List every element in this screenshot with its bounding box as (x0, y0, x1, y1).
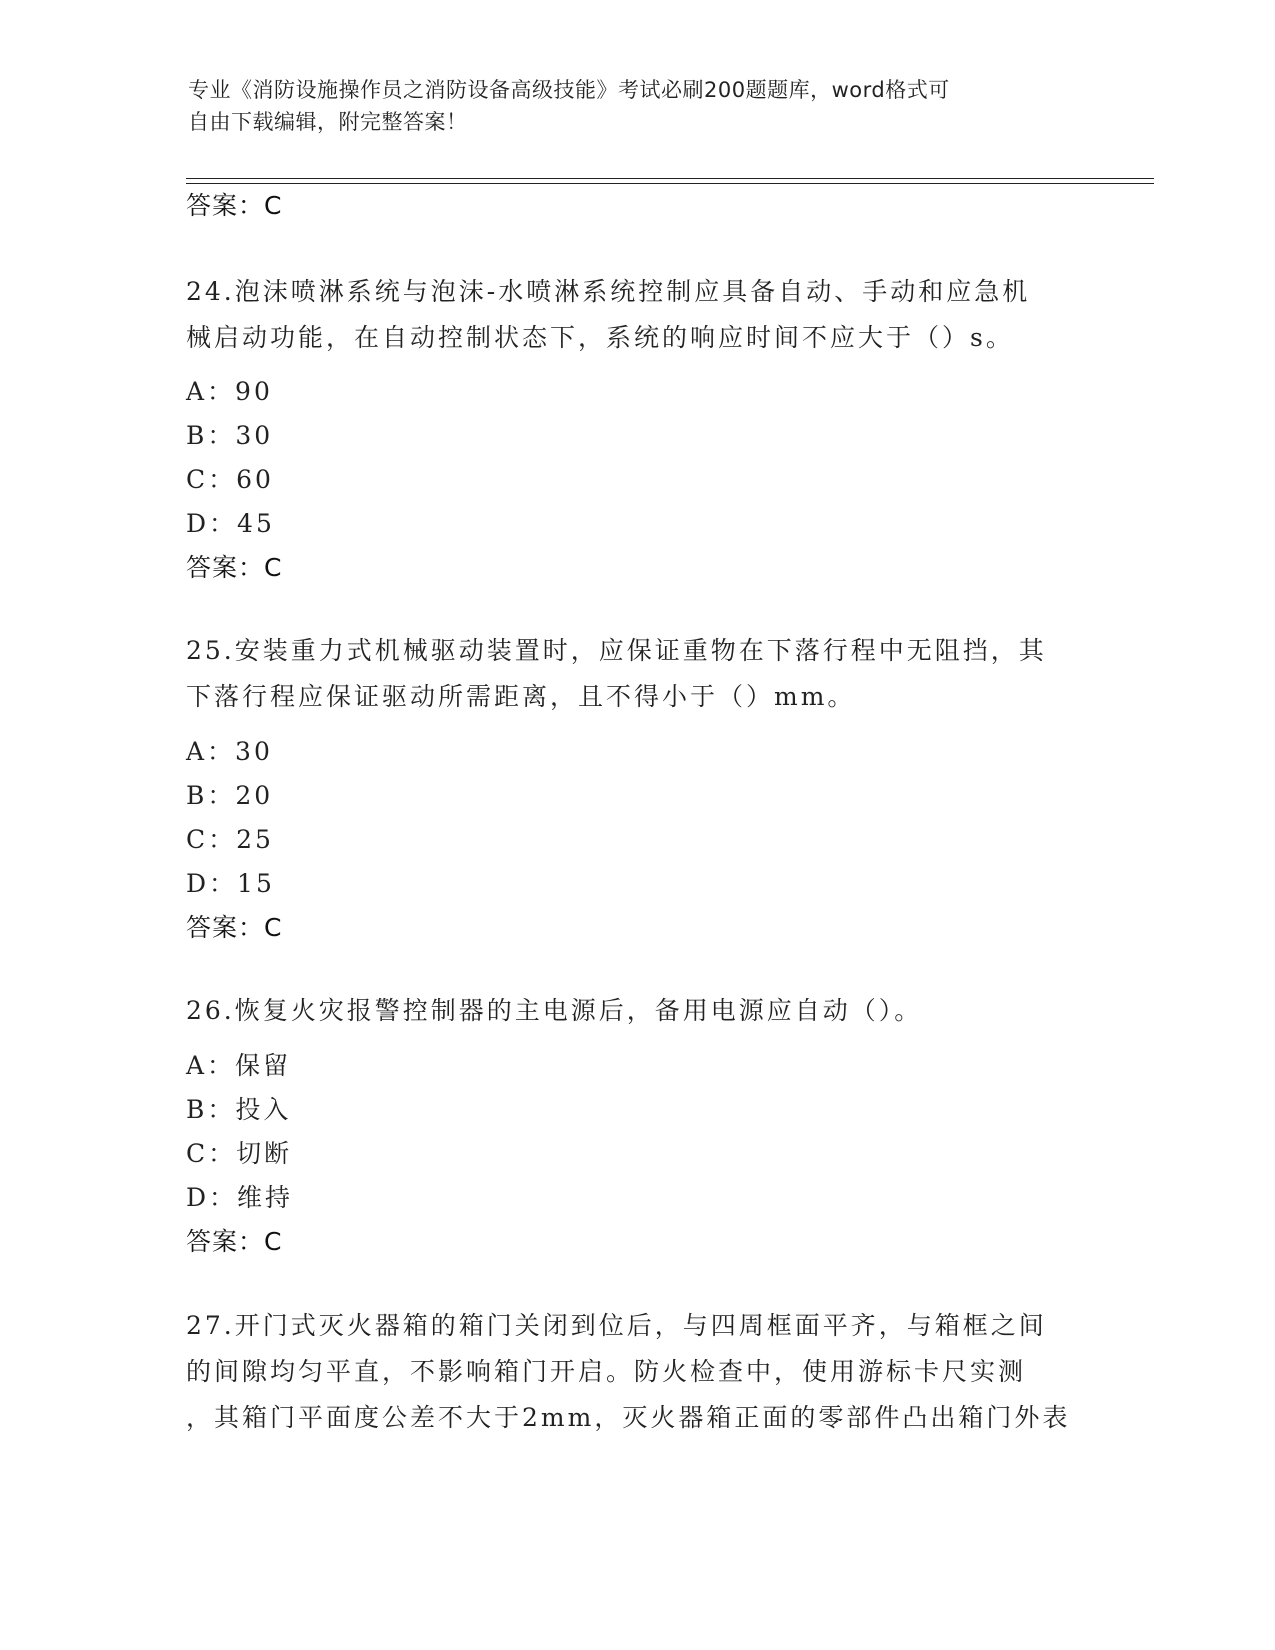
option-b: B：20 (186, 781, 274, 810)
document-header (188, 74, 1088, 138)
option-d: D：15 (186, 869, 275, 898)
option-b: B：投入 (186, 1095, 292, 1124)
header-line: 自由下载编辑，附完整答案！ (188, 110, 468, 134)
question-text-line: 械启动功能，在自动控制状态下，系统的响应时间不应大于（）s。 (186, 323, 1014, 352)
header-divider (186, 178, 1154, 179)
option-c: C：切断 (186, 1139, 293, 1168)
option-c: C：60 (186, 465, 274, 494)
option-c: C：25 (186, 825, 274, 854)
question-27 (186, 1303, 1086, 1441)
question-text-line: 26.恢复火灾报警控制器的主电源后，备用电源应自动（）。 (186, 996, 923, 1025)
option-b: B：30 (186, 421, 274, 450)
answer-label: 答案：C (186, 913, 283, 942)
answer-label: 答案：C (186, 1227, 283, 1256)
answer-label: 答案：C (186, 553, 283, 582)
question-text-line: 下落行程应保证驱动所需距离，且不得小于（）mm。 (186, 682, 856, 711)
question-text-line: 24.泡沫喷淋系统与泡沫-水喷淋系统控制应具备自动、手动和应急机 (186, 277, 1031, 306)
question-24 (186, 269, 1086, 361)
option-a: A：保留 (186, 1051, 292, 1080)
question-text-line: 的间隙均匀平直，不影响箱门开启。防火检查中，使用游标卡尺实测 (186, 1357, 1027, 1386)
question-text-line: 25.安装重力式机械驱动装置时，应保证重物在下落行程中无阻挡，其 (186, 636, 1047, 665)
question-26 (186, 988, 1086, 1034)
option-d: D：维持 (186, 1183, 294, 1212)
header-divider (186, 183, 1154, 184)
answer-label: 答案：C (186, 191, 283, 220)
option-d: D：45 (186, 509, 275, 538)
question-text-line: 27.开门式灭火器箱的箱门关闭到位后，与四周框面平齐，与箱框之间 (186, 1311, 1047, 1340)
question-text-line: ，其箱门平面度公差不大于2mm，灭火器箱正面的零部件凸出箱门外表 (186, 1403, 1071, 1432)
question-25 (186, 628, 1086, 720)
option-a: A：30 (186, 737, 273, 766)
header-line: 专业《消防设施操作员之消防设备高级技能》考试必刷200题题库，word格式可 (188, 78, 950, 102)
option-a: A：90 (186, 377, 273, 406)
